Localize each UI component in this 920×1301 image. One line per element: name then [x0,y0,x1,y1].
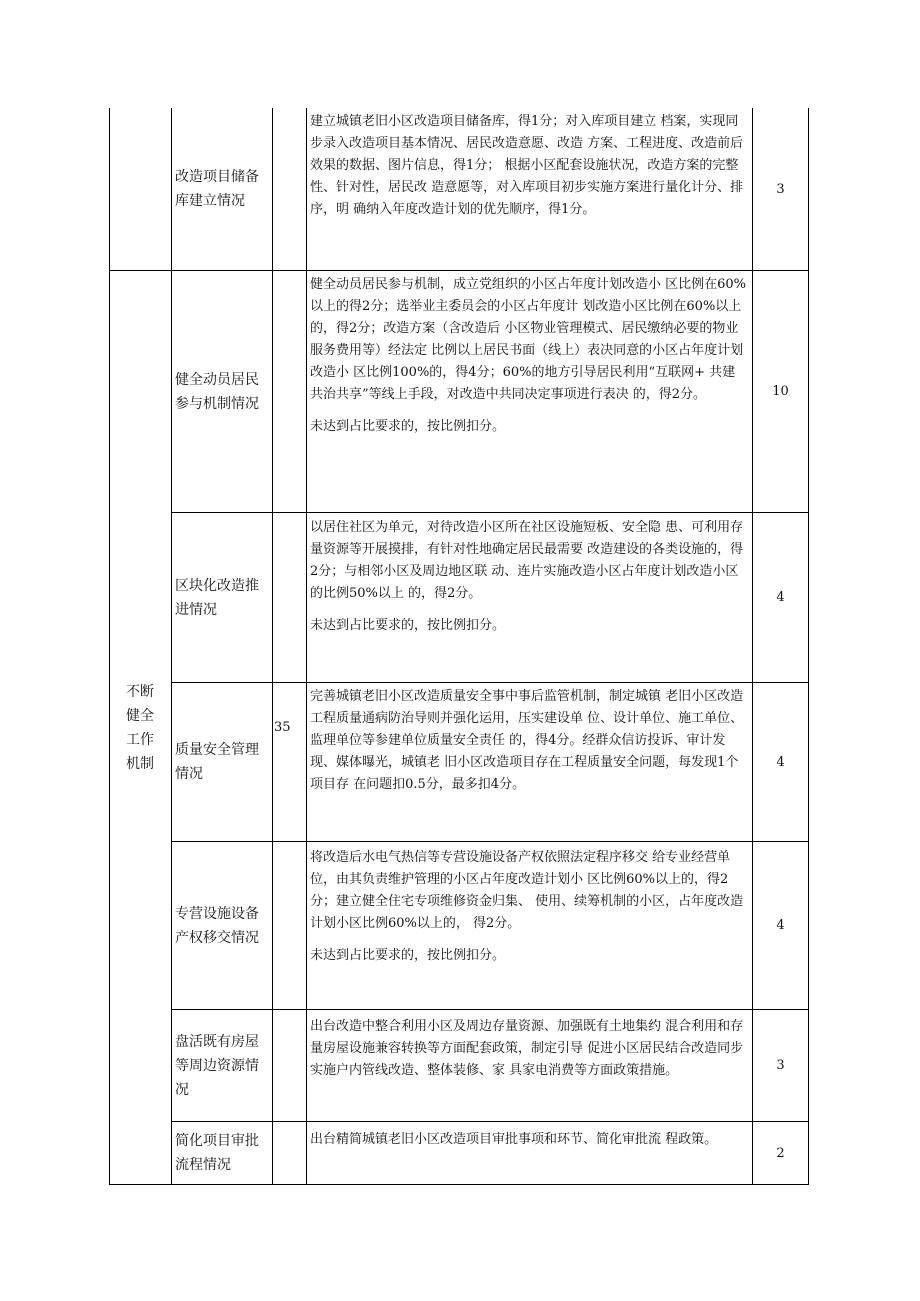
table-row-score: 4 [776,590,785,605]
table-row-desc: 完善城镇老旧小区改造质量安全事中事后监管机制，制定城镇 老旧小区改造工程质量通病防治导则并强化运用，压实建设单 位、设计单位、施工单位、监理单位等参建单位质量安全责任 的，得4分。经群众信访投诉、审计发现、媒体曝光，城镇老 旧小区改造项目存在工程质量安全问题，每发现1个项目存 在问题扣0.5分，最多扣4分。 [310,689,744,792]
table-row-name: 专营设施设备产权移交情况 [175,905,259,946]
table-row-score: 3 [776,1058,785,1073]
table-row-score: 10 [772,384,789,399]
table-row-desc: 出台精简城镇老旧小区改造项目审批事项和环节、简化审批流 程政策。 [310,1132,718,1147]
table-row-name: 健全动员居民参与机制情况 [175,371,259,412]
table-row-name: 质量安全管理情况 [175,742,259,782]
table-row-desc: 以居住社区为单元，对待改造小区所在社区设施短板、安全隐 患、可利用存量资源等开展摸排，有针对性地确定居民最需要 改造建设的各类设施的，得2分；与相邻小区及周边地区联 动、连片实施改造小区占年度计划改造小区的比例50%以上 的，得2分。 未达到占比要求的，按比例扣分。 [310,520,744,633]
table-row-name: 盘活既有房屋等周边资源情况 [175,1033,259,1098]
table-border-bottom [109,1184,809,1185]
table-row-name: 改造项目储备库建立情况 [175,169,259,209]
table-row-desc: 健全动员居民参与机制，成立党组织的小区占年度计划改造小 区比例在60%以上的得2分；选举业主委员会的小区占年度计 划改造小区比例在60%以上的，得2分；改造方案（含改造后 小区物业管理模式、居民缴纳必要的物业服务费用等）经法定 比例以上居民书面（线上）表决同意的小区占年度计划改造小 区比例100%的，得4分；60%的地方引导居民利用“互联网+ 共建共治共享”等线上手段，对改造中共同决定事项进行表决 的，得2分。 未达到占比要求的，按比例扣分。 [310,277,747,434]
table-row-name: 区块化改造推进情况 [175,577,259,618]
table-row-score: 4 [776,754,785,770]
table-row-desc: 将改造后水电气热信等专营设施设备产权依照法定程序移交 给专业经营单位，由其负责维护管理的小区占年度改造计划小 区比例60%以上的，得2分；建立健全住宅专项维修资金归集、 使用、续筹机制的小区，占年度改造计划小区比例60%以上的， 得2分。 未达到占比要求的，按比例扣分。 [310,850,744,963]
table-row-desc: 建立城镇老旧小区改造项目储备库，得1分；对入库项目建立 档案，实现同步录入改造项目基本情况、居民改造意愿、改造 方案、工程进度、改造前后效果的数据、图片信息，得1分； 根据小区配套设施状况，改造方案的完整性、针对性，居民改 造意愿等，对入库项目初步实施方案进行量化计分、排序，明 确纳入年度改造计划的优先顺序，得1分。 [310,114,744,217]
total-score: 35 [274,720,291,735]
category-label: 不断健全工作机制 [126,683,154,772]
table-row-desc: 出台改造中整合利用小区及周边存量资源、加强既有土地集约 混合利用和存量房屋设施兼容转换等方面配套政策，制定引导 促进小区居民结合改造同步实施户内管线改造、整体装修、家 具家电消费等方面政策措施。 [310,1019,744,1078]
table-row-score: 3 [776,181,785,197]
category-cell [122,271,158,1184]
evaluation-table [109,108,809,1185]
table-row-score: 4 [776,918,785,933]
table-row-name: 简化项目审批流程情况 [175,1133,259,1173]
table-row-score: 2 [776,1145,785,1161]
total-score-cell [273,271,306,1184]
